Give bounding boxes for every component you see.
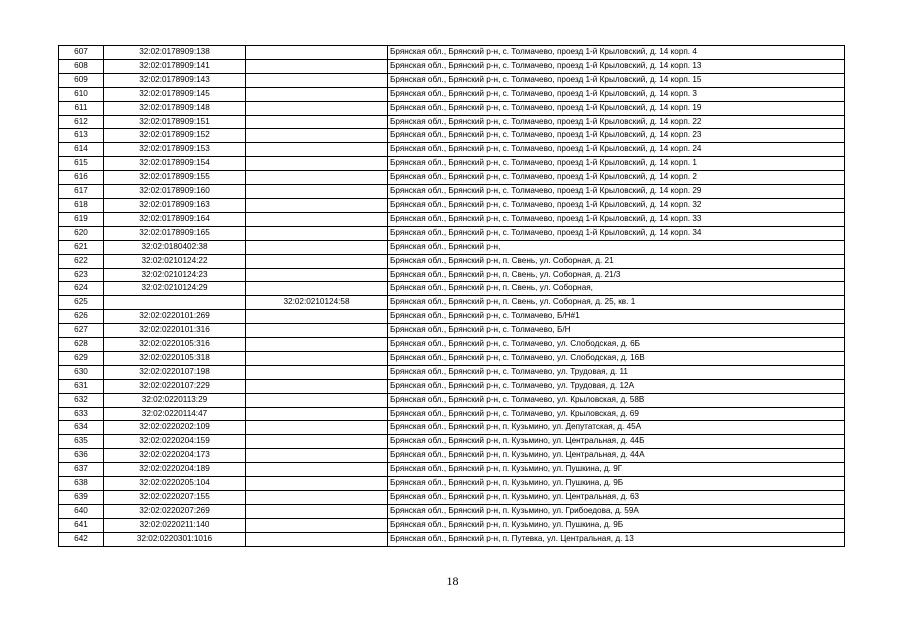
secondary-cadastral-number-cell xyxy=(246,101,388,115)
table-row xyxy=(59,212,845,226)
cadastral-number-cell: 32:02:0220301:1016 xyxy=(104,532,246,546)
row-number-cell: 609 xyxy=(59,73,104,87)
row-number-cell: 641 xyxy=(59,518,104,532)
cadastral-number-cell: 32:02:0178909:154 xyxy=(104,157,246,171)
cadastral-number-cell: 32:02:0220113:29 xyxy=(104,393,246,407)
table-row xyxy=(59,282,845,296)
table-row xyxy=(59,143,845,157)
row-number-cell: 640 xyxy=(59,504,104,518)
address-cell: Брянская обл., Брянский р-н, с. Толмачево, ул. Крыловская, д. 69 xyxy=(388,407,845,421)
secondary-cadastral-number-cell xyxy=(246,115,388,129)
cadastral-number-cell: 32:02:0180402:38 xyxy=(104,240,246,254)
cadastral-number-cell: 32:02:0178909:151 xyxy=(104,115,246,129)
table-row xyxy=(59,435,845,449)
table-row xyxy=(59,46,845,60)
secondary-cadastral-number-cell xyxy=(246,282,388,296)
table-row xyxy=(59,504,845,518)
secondary-cadastral-number-cell xyxy=(246,518,388,532)
address-cell: Брянская обл., Брянский р-н, п. Кузьмино, ул. Грибоедова, д. 59А xyxy=(388,504,845,518)
registry-table-body xyxy=(59,46,845,547)
secondary-cadastral-number-cell xyxy=(246,87,388,101)
secondary-cadastral-number-cell xyxy=(246,365,388,379)
address-cell: Брянская обл., Брянский р-н, с. Толмачево, проезд 1-й Крыловский, д. 14 корп. 29 xyxy=(388,185,845,199)
row-number-cell: 627 xyxy=(59,324,104,338)
address-cell: Брянская обл., Брянский р-н, с. Толмачево, проезд 1-й Крыловский, д. 14 корп. 33 xyxy=(388,212,845,226)
row-number-cell: 633 xyxy=(59,407,104,421)
address-cell: Брянская обл., Брянский р-н, с. Толмачево, проезд 1-й Крыловский, д. 14 корп. 34 xyxy=(388,226,845,240)
secondary-cadastral-number-cell xyxy=(246,449,388,463)
secondary-cadastral-number-cell xyxy=(246,73,388,87)
row-number-cell: 608 xyxy=(59,59,104,73)
row-number-cell: 636 xyxy=(59,449,104,463)
table-row xyxy=(59,268,845,282)
table-row xyxy=(59,518,845,532)
secondary-cadastral-number-cell xyxy=(246,59,388,73)
row-number-cell: 628 xyxy=(59,338,104,352)
cadastral-number-cell: 32:02:0178909:143 xyxy=(104,73,246,87)
table-row xyxy=(59,338,845,352)
address-cell: Брянская обл., Брянский р-н, с. Толмачево, проезд 1-й Крыловский, д. 14 корп. 24 xyxy=(388,143,845,157)
secondary-cadastral-number-cell xyxy=(246,268,388,282)
table-row xyxy=(59,449,845,463)
row-number-cell: 612 xyxy=(59,115,104,129)
table-row xyxy=(59,185,845,199)
address-cell: Брянская обл., Брянский р-н, с. Толмачево, проезд 1-й Крыловский, д. 14 корп. 19 xyxy=(388,101,845,115)
cadastral-number-cell: 32:02:0220205:104 xyxy=(104,477,246,491)
row-number-cell: 630 xyxy=(59,365,104,379)
secondary-cadastral-number-cell xyxy=(246,324,388,338)
address-cell: Брянская обл., Брянский р-н, с. Толмачево, Б/Н xyxy=(388,324,845,338)
row-number-cell: 616 xyxy=(59,171,104,185)
cadastral-number-cell: 32:02:0220204:173 xyxy=(104,449,246,463)
table-row xyxy=(59,115,845,129)
cadastral-number-cell: 32:02:0178909:141 xyxy=(104,59,246,73)
cadastral-number-cell: 32:02:0220207:269 xyxy=(104,504,246,518)
table-row xyxy=(59,491,845,505)
address-cell: Брянская обл., Брянский р-н, с. Толмачево, ул. Трудовая, д. 12А xyxy=(388,379,845,393)
table-row xyxy=(59,393,845,407)
cadastral-number-cell: 32:02:0178909:165 xyxy=(104,226,246,240)
address-cell: Брянская обл., Брянский р-н, с. Толмачево, проезд 1-й Крыловский, д. 14 корп. 3 xyxy=(388,87,845,101)
secondary-cadastral-number-cell xyxy=(246,351,388,365)
cadastral-number-cell: 32:02:0220105:318 xyxy=(104,351,246,365)
row-number-cell: 619 xyxy=(59,212,104,226)
secondary-cadastral-number-cell: 32:02:0210124:58 xyxy=(246,296,388,310)
row-number-cell: 615 xyxy=(59,157,104,171)
row-number-cell: 635 xyxy=(59,435,104,449)
secondary-cadastral-number-cell xyxy=(246,491,388,505)
cadastral-number-cell: 32:02:0220207:155 xyxy=(104,491,246,505)
row-number-cell: 620 xyxy=(59,226,104,240)
table-row xyxy=(59,59,845,73)
cadastral-number-cell: 32:02:0220202:109 xyxy=(104,421,246,435)
cadastral-number-cell: 32:02:0220101:316 xyxy=(104,324,246,338)
cadastral-number-cell: 32:02:0178909:155 xyxy=(104,171,246,185)
table-row xyxy=(59,310,845,324)
table-row xyxy=(59,324,845,338)
address-cell: Брянская обл., Брянский р-н, xyxy=(388,240,845,254)
address-cell: Брянская обл., Брянский р-н, с. Толмачево, проезд 1-й Крыловский, д. 14 корп. 15 xyxy=(388,73,845,87)
address-cell: Брянская обл., Брянский р-н, с. Толмачево, ул. Слободская, д. 16В xyxy=(388,351,845,365)
secondary-cadastral-number-cell xyxy=(246,46,388,60)
secondary-cadastral-number-cell xyxy=(246,504,388,518)
table-row xyxy=(59,240,845,254)
address-cell: Брянская обл., Брянский р-н, с. Толмачево, ул. Слободская, д. 6Б xyxy=(388,338,845,352)
secondary-cadastral-number-cell xyxy=(246,129,388,143)
table-row xyxy=(59,226,845,240)
row-number-cell: 634 xyxy=(59,421,104,435)
address-cell: Брянская обл., Брянский р-н, с. Толмачево, проезд 1-й Крыловский, д. 14 корп. 4 xyxy=(388,46,845,60)
table-row xyxy=(59,421,845,435)
address-cell: Брянская обл., Брянский р-н, с. Толмачево, ул. Крыловская, д. 58В xyxy=(388,393,845,407)
table-row xyxy=(59,532,845,546)
row-number-cell: 639 xyxy=(59,491,104,505)
address-cell: Брянская обл., Брянский р-н, с. Толмачево, проезд 1-й Крыловский, д. 14 корп. 1 xyxy=(388,157,845,171)
cadastral-number-cell: 32:02:0178909:138 xyxy=(104,46,246,60)
cadastral-number-cell: 32:02:0220105:316 xyxy=(104,338,246,352)
address-cell: Брянская обл., Брянский р-н, п. Кузьмино, ул. Пушкина, д. 9Б xyxy=(388,518,845,532)
secondary-cadastral-number-cell xyxy=(246,421,388,435)
secondary-cadastral-number-cell xyxy=(246,463,388,477)
address-cell: Брянская обл., Брянский р-н, с. Толмачево, проезд 1-й Крыловский, д. 14 корп. 23 xyxy=(388,129,845,143)
address-cell: Брянская обл., Брянский р-н, п. Кузьмино, ул. Пушкина, д. 9Г xyxy=(388,463,845,477)
table-row xyxy=(59,157,845,171)
row-number-cell: 623 xyxy=(59,268,104,282)
address-cell: Брянская обл., Брянский р-н, с. Толмачево, проезд 1-й Крыловский, д. 14 корп. 32 xyxy=(388,198,845,212)
address-cell: Брянская обл., Брянский р-н, с. Толмачево, проезд 1-й Крыловский, д. 14 корп. 13 xyxy=(388,59,845,73)
address-cell: Брянская обл., Брянский р-н, п. Свень, ул. Соборная, д. 21 xyxy=(388,254,845,268)
row-number-cell: 621 xyxy=(59,240,104,254)
cadastral-number-cell: 32:02:0178909:145 xyxy=(104,87,246,101)
cadastral-number-cell: 32:02:0210124:29 xyxy=(104,282,246,296)
address-cell: Брянская обл., Брянский р-н, п. Кузьмино, ул. Пушкина, д. 9Б xyxy=(388,477,845,491)
secondary-cadastral-number-cell xyxy=(246,212,388,226)
row-number-cell: 607 xyxy=(59,46,104,60)
table-row xyxy=(59,129,845,143)
table-row xyxy=(59,407,845,421)
secondary-cadastral-number-cell xyxy=(246,198,388,212)
row-number-cell: 617 xyxy=(59,185,104,199)
secondary-cadastral-number-cell xyxy=(246,254,388,268)
secondary-cadastral-number-cell xyxy=(246,226,388,240)
cadastral-registry-table xyxy=(58,45,845,547)
address-cell: Брянская обл., Брянский р-н, п. Свень, ул. Соборная, д. 25, кв. 1 xyxy=(388,296,845,310)
address-cell: Брянская обл., Брянский р-н, п. Свень, ул. Соборная, д. 21/3 xyxy=(388,268,845,282)
row-number-cell: 624 xyxy=(59,282,104,296)
row-number-cell: 631 xyxy=(59,379,104,393)
address-cell: Брянская обл., Брянский р-н, п. Кузьмино, ул. Центральная, д. 44Б xyxy=(388,435,845,449)
row-number-cell: 622 xyxy=(59,254,104,268)
cadastral-number-cell: 32:02:0220107:229 xyxy=(104,379,246,393)
table-row xyxy=(59,101,845,115)
secondary-cadastral-number-cell xyxy=(246,407,388,421)
row-number-cell: 618 xyxy=(59,198,104,212)
row-number-cell: 613 xyxy=(59,129,104,143)
table-row xyxy=(59,198,845,212)
secondary-cadastral-number-cell xyxy=(246,338,388,352)
secondary-cadastral-number-cell xyxy=(246,532,388,546)
address-cell: Брянская обл., Брянский р-н, п. Путевка, ул. Центральная, д. 13 xyxy=(388,532,845,546)
row-number-cell: 629 xyxy=(59,351,104,365)
row-number-cell: 632 xyxy=(59,393,104,407)
cadastral-number-cell: 32:02:0220204:189 xyxy=(104,463,246,477)
row-number-cell: 625 xyxy=(59,296,104,310)
secondary-cadastral-number-cell xyxy=(246,185,388,199)
address-cell: Брянская обл., Брянский р-н, п. Кузьмино, ул. Депутатская, д. 45А xyxy=(388,421,845,435)
row-number-cell: 626 xyxy=(59,310,104,324)
cadastral-number-cell: 32:02:0220211:140 xyxy=(104,518,246,532)
cadastral-number-cell: 32:02:0220114:47 xyxy=(104,407,246,421)
address-cell: Брянская обл., Брянский р-н, п. Свень, ул. Соборная, xyxy=(388,282,845,296)
address-cell: Брянская обл., Брянский р-н, п. Кузьмино, ул. Центральная, д. 63 xyxy=(388,491,845,505)
cadastral-number-cell: 32:02:0210124:23 xyxy=(104,268,246,282)
cadastral-number-cell xyxy=(104,296,246,310)
table-row xyxy=(59,254,845,268)
secondary-cadastral-number-cell xyxy=(246,240,388,254)
cadastral-number-cell: 32:02:0178909:152 xyxy=(104,129,246,143)
address-cell: Брянская обл., Брянский р-н, с. Толмачево, проезд 1-й Крыловский, д. 14 корп. 22 xyxy=(388,115,845,129)
table-row xyxy=(59,463,845,477)
cadastral-number-cell: 32:02:0178909:148 xyxy=(104,101,246,115)
table-row xyxy=(59,87,845,101)
table-row xyxy=(59,296,845,310)
row-number-cell: 610 xyxy=(59,87,104,101)
secondary-cadastral-number-cell xyxy=(246,157,388,171)
secondary-cadastral-number-cell xyxy=(246,393,388,407)
cadastral-number-cell: 32:02:0220107:198 xyxy=(104,365,246,379)
secondary-cadastral-number-cell xyxy=(246,435,388,449)
row-number-cell: 611 xyxy=(59,101,104,115)
page-number: 18 xyxy=(446,574,459,588)
cadastral-number-cell: 32:02:0220101:269 xyxy=(104,310,246,324)
table-row xyxy=(59,379,845,393)
address-cell: Брянская обл., Брянский р-н, с. Толмачево, проезд 1-й Крыловский, д. 14 корп. 2 xyxy=(388,171,845,185)
row-number-cell: 637 xyxy=(59,463,104,477)
table-row xyxy=(59,477,845,491)
address-cell: Брянская обл., Брянский р-н, с. Толмачево, Б/Н#1 xyxy=(388,310,845,324)
cadastral-number-cell: 32:02:0178909:153 xyxy=(104,143,246,157)
row-number-cell: 642 xyxy=(59,532,104,546)
cadastral-number-cell: 32:02:0178909:164 xyxy=(104,212,246,226)
secondary-cadastral-number-cell xyxy=(246,379,388,393)
secondary-cadastral-number-cell xyxy=(246,477,388,491)
secondary-cadastral-number-cell xyxy=(246,143,388,157)
row-number-cell: 614 xyxy=(59,143,104,157)
cadastral-number-cell: 32:02:0210124:22 xyxy=(104,254,246,268)
address-cell: Брянская обл., Брянский р-н, с. Толмачево, ул. Трудовая, д. 11 xyxy=(388,365,845,379)
secondary-cadastral-number-cell xyxy=(246,171,388,185)
cadastral-number-cell: 32:02:0178909:163 xyxy=(104,198,246,212)
secondary-cadastral-number-cell xyxy=(246,310,388,324)
row-number-cell: 638 xyxy=(59,477,104,491)
table-row xyxy=(59,73,845,87)
cadastral-number-cell: 32:02:0178909:160 xyxy=(104,185,246,199)
table-row xyxy=(59,365,845,379)
table-row xyxy=(59,351,845,365)
cadastral-number-cell: 32:02:0220204:159 xyxy=(104,435,246,449)
table-row xyxy=(59,171,845,185)
address-cell: Брянская обл., Брянский р-н, п. Кузьмино, ул. Центральная, д. 44А xyxy=(388,449,845,463)
